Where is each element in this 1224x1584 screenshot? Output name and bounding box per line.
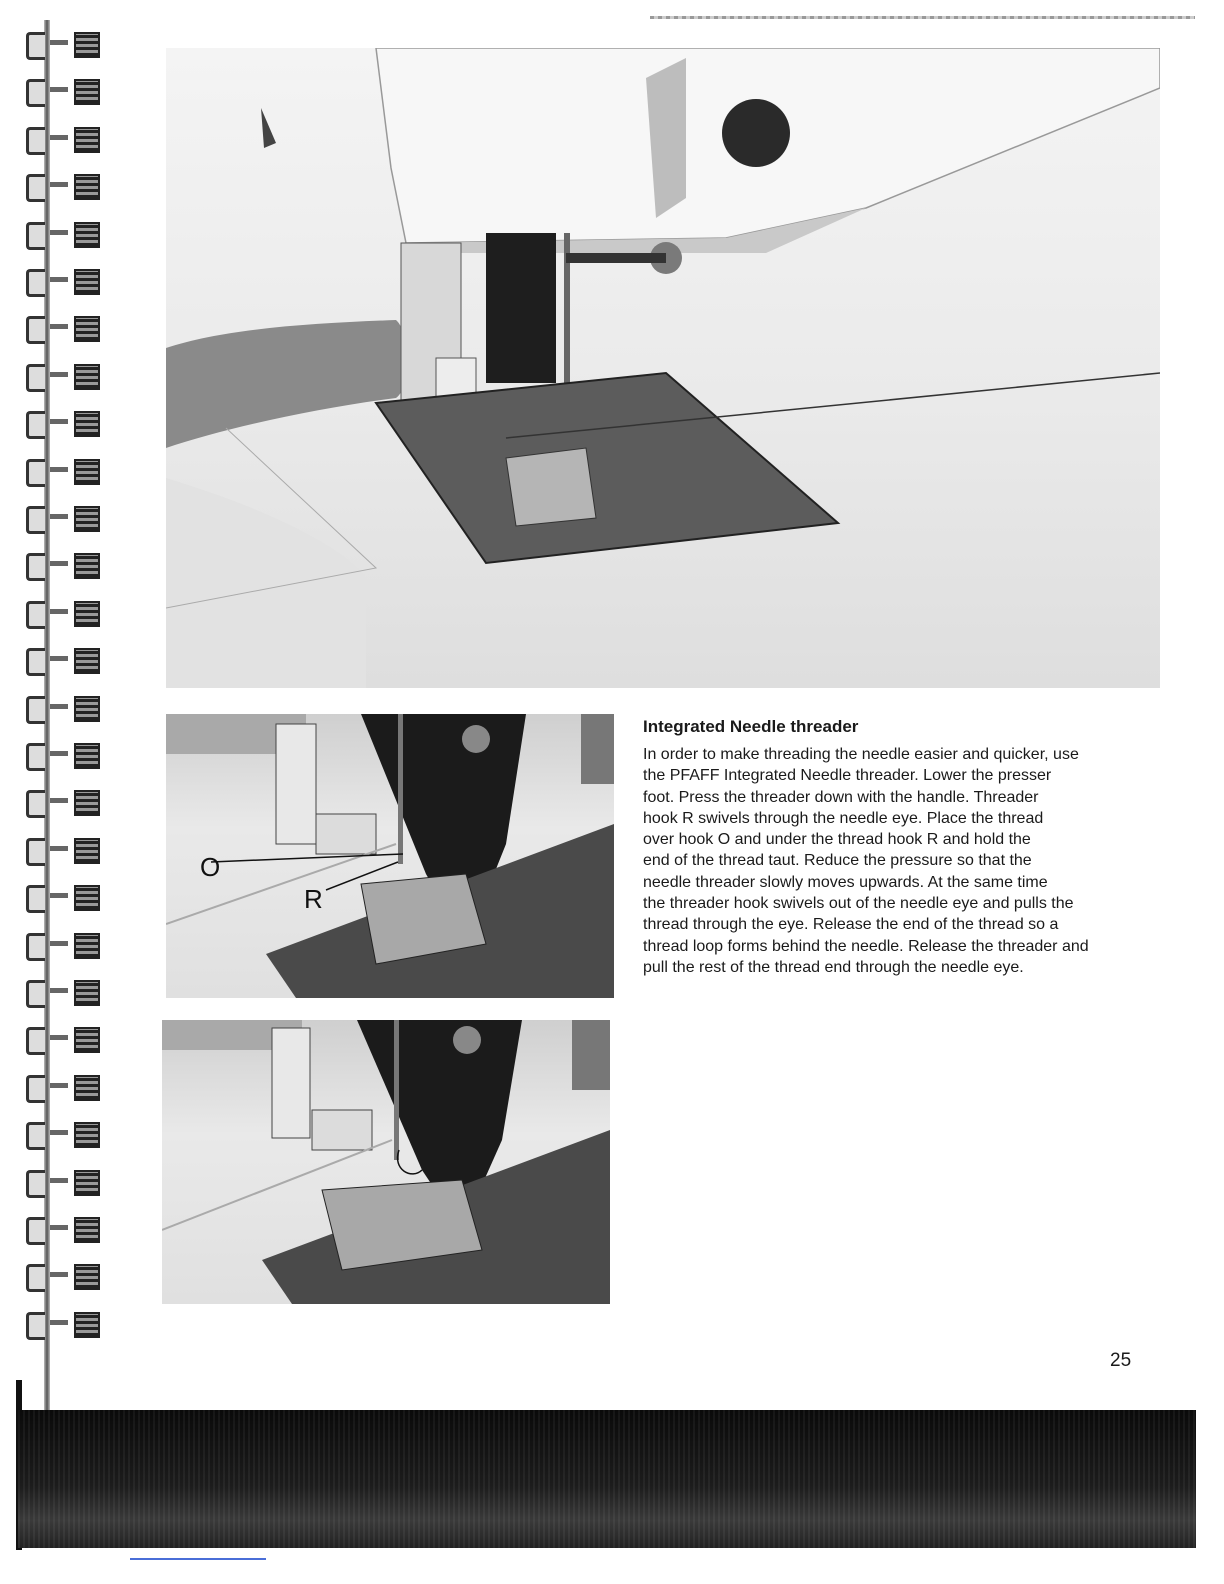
binding-ring (20, 1118, 100, 1148)
needle-threader-section (643, 716, 1153, 978)
body-line: the threader hook swivels out of the needle eye and pulls the (643, 895, 1074, 913)
binding-ring (20, 929, 100, 959)
binding-ring (20, 312, 100, 342)
body-line: pull the rest of the thread end through the needle eye. (643, 958, 1024, 976)
scan-blue-mark (130, 1558, 266, 1560)
binding-ring (20, 1023, 100, 1053)
spiral-binding (0, 0, 110, 1410)
page-number: 25 (1110, 1350, 1132, 1371)
binding-ring (20, 123, 100, 153)
binding-ring (20, 1213, 100, 1243)
binding-ring (20, 28, 100, 58)
body-line: thread loop forms behind the needle. Release the threader and (643, 937, 1089, 955)
photo-sewing-machine-needle-area (166, 48, 1160, 688)
section-body (643, 744, 1153, 978)
body-line: thread through the eye. Release the end of the thread so a (643, 916, 1059, 934)
photo-mid-illustration (166, 714, 614, 998)
binding-ring (20, 976, 100, 1006)
binding-ring (20, 407, 100, 437)
binding-ring (20, 692, 100, 722)
body-line: In order to make threading the needle easier and quicker, use (643, 746, 1079, 763)
scan-dark-band (18, 1410, 1196, 1548)
binding-ring (20, 170, 100, 200)
binding-ring (20, 360, 100, 390)
binding-ring (20, 1166, 100, 1196)
binding-ring (20, 597, 100, 627)
photo-threader-hooks (166, 714, 614, 998)
binding-ring (20, 549, 100, 579)
photo-bottom-illustration (162, 1020, 610, 1304)
binding-ring (20, 502, 100, 532)
binding-ring (20, 218, 100, 248)
binding-ring (20, 455, 100, 485)
section-heading: Integrated Needle threader (643, 717, 859, 736)
body-line: end of the thread taut. Reduce the pressure so that the (643, 852, 1032, 870)
binding-ring (20, 1260, 100, 1290)
binding-ring (20, 75, 100, 105)
body-line: foot. Press the threader down with the handle. Threader (643, 788, 1039, 806)
callout-hook-o: O (200, 852, 221, 882)
body-line: needle threader slowly moves upwards. At the same time (643, 873, 1048, 891)
binding-ring (20, 834, 100, 864)
binding-ring (20, 786, 100, 816)
body-line: the PFAFF Integrated Needle threader. Lower the presser (643, 767, 1052, 785)
body-line: hook R swivels through the needle eye. Place the thread (643, 809, 1044, 827)
top-border-rule (650, 16, 1195, 19)
binding-ring (20, 265, 100, 295)
binding-ring (20, 1071, 100, 1101)
body-line: over hook O and under the thread hook R and hold the (643, 831, 1031, 849)
binding-ring (20, 1308, 100, 1338)
binding-ring (20, 644, 100, 674)
photo-main-illustration (166, 48, 1160, 688)
photo-thread-loop (162, 1020, 610, 1304)
binding-ring (20, 881, 100, 911)
binding-ring (20, 739, 100, 769)
callout-hook-r: R (304, 884, 323, 914)
